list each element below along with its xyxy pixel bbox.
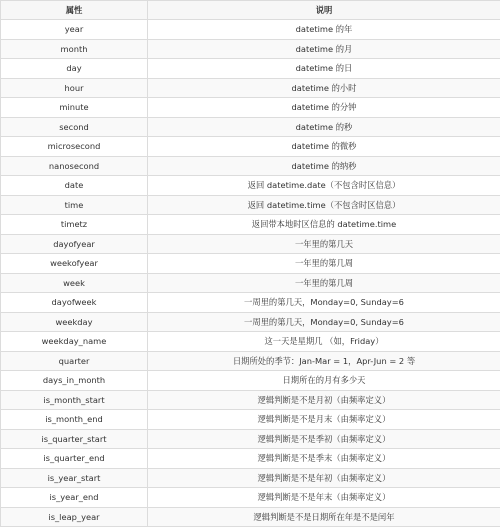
description-cell: datetime 的月 — [148, 39, 500, 59]
table-row — [1, 215, 500, 235]
description-cell: datetime 的年 — [148, 20, 500, 40]
table-row — [1, 293, 500, 313]
table-row — [1, 332, 500, 352]
description-cell: datetime 的纳秒 — [148, 156, 500, 176]
description-cell: 一年里的第几天 — [148, 234, 500, 254]
attribute-cell: second — [1, 117, 148, 137]
description-cell: datetime 的微秒 — [148, 137, 500, 157]
attribute-cell: quarter — [1, 351, 148, 371]
description-cell: datetime 的秒 — [148, 117, 500, 137]
table-row — [1, 176, 500, 196]
table-row — [1, 137, 500, 157]
attribute-cell: is_year_end — [1, 488, 148, 508]
header-row — [1, 1, 500, 20]
attribute-cell: year — [1, 20, 148, 40]
table-body — [1, 20, 500, 527]
description-cell: 返回 datetime.date（不包含时区信息） — [148, 176, 500, 196]
attribute-cell: weekofyear — [1, 254, 148, 274]
attribute-cell: date — [1, 176, 148, 196]
attribute-cell: days_in_month — [1, 371, 148, 391]
description-cell: 逻辑判断是不是日期所在年是不是闰年 — [148, 507, 500, 527]
description-cell: 逻辑判断是不是年初（由频率定义） — [148, 468, 500, 488]
description-cell: 逻辑判断是不是季末（由频率定义） — [148, 449, 500, 469]
table-row — [1, 254, 500, 274]
attribute-cell: is_quarter_end — [1, 449, 148, 469]
header-description: 说明 — [148, 1, 500, 20]
table-row — [1, 195, 500, 215]
table-row — [1, 78, 500, 98]
table-row — [1, 371, 500, 391]
description-cell: 返回带本地时区信息的 datetime.time — [148, 215, 500, 235]
table-row — [1, 507, 500, 527]
description-cell: 一年里的第几周 — [148, 254, 500, 274]
table-row — [1, 390, 500, 410]
table-row — [1, 59, 500, 79]
attribute-cell: is_leap_year — [1, 507, 148, 527]
table-row — [1, 410, 500, 430]
attribute-cell: hour — [1, 78, 148, 98]
attribute-cell: weekday_name — [1, 332, 148, 352]
attribute-cell: day — [1, 59, 148, 79]
description-cell: 逻辑判断是不是年末（由频率定义） — [148, 488, 500, 508]
table-row — [1, 449, 500, 469]
attribute-cell: nanosecond — [1, 156, 148, 176]
description-cell: datetime 的日 — [148, 59, 500, 79]
attribute-cell: week — [1, 273, 148, 293]
table-row — [1, 312, 500, 332]
attribute-cell: is_quarter_start — [1, 429, 148, 449]
description-cell: 日期所处的季节：Jan-Mar = 1，Apr-Jun = 2 等 — [148, 351, 500, 371]
table-row — [1, 488, 500, 508]
attribute-cell: timetz — [1, 215, 148, 235]
attribute-cell: month — [1, 39, 148, 59]
header-attribute: 属性 — [1, 1, 148, 20]
table-row — [1, 20, 500, 40]
attribute-cell: weekday — [1, 312, 148, 332]
table-row — [1, 429, 500, 449]
table-row — [1, 117, 500, 137]
description-cell: 逻辑判断是不是月初（由频率定义） — [148, 390, 500, 410]
attribute-cell: microsecond — [1, 137, 148, 157]
attribute-cell: time — [1, 195, 148, 215]
attribute-cell: is_month_end — [1, 410, 148, 430]
table-row — [1, 468, 500, 488]
table-row — [1, 98, 500, 118]
table-row — [1, 273, 500, 293]
description-cell: 一周里的第几天，Monday=0, Sunday=6 — [148, 312, 500, 332]
description-cell: 逻辑判断是不是月末（由频率定义） — [148, 410, 500, 430]
description-cell: 一年里的第几周 — [148, 273, 500, 293]
description-cell: datetime 的小时 — [148, 78, 500, 98]
description-cell: 日期所在的月有多少天 — [148, 371, 500, 391]
table-row — [1, 156, 500, 176]
attribute-cell: dayofyear — [1, 234, 148, 254]
description-cell: 逻辑判断是不是季初（由频率定义） — [148, 429, 500, 449]
description-cell: 这一天是星期几 （如，Friday） — [148, 332, 500, 352]
description-cell: datetime 的分钟 — [148, 98, 500, 118]
table-row — [1, 351, 500, 371]
table-row — [1, 234, 500, 254]
attribute-cell: is_year_start — [1, 468, 148, 488]
table-row — [1, 39, 500, 59]
table-header — [1, 1, 500, 20]
description-cell: 一周里的第几天，Monday=0, Sunday=6 — [148, 293, 500, 313]
attribute-cell: dayofweek — [1, 293, 148, 313]
attribute-cell: minute — [1, 98, 148, 118]
description-cell: 返回 datetime.time（不包含时区信息） — [148, 195, 500, 215]
attribute-cell: is_month_start — [1, 390, 148, 410]
